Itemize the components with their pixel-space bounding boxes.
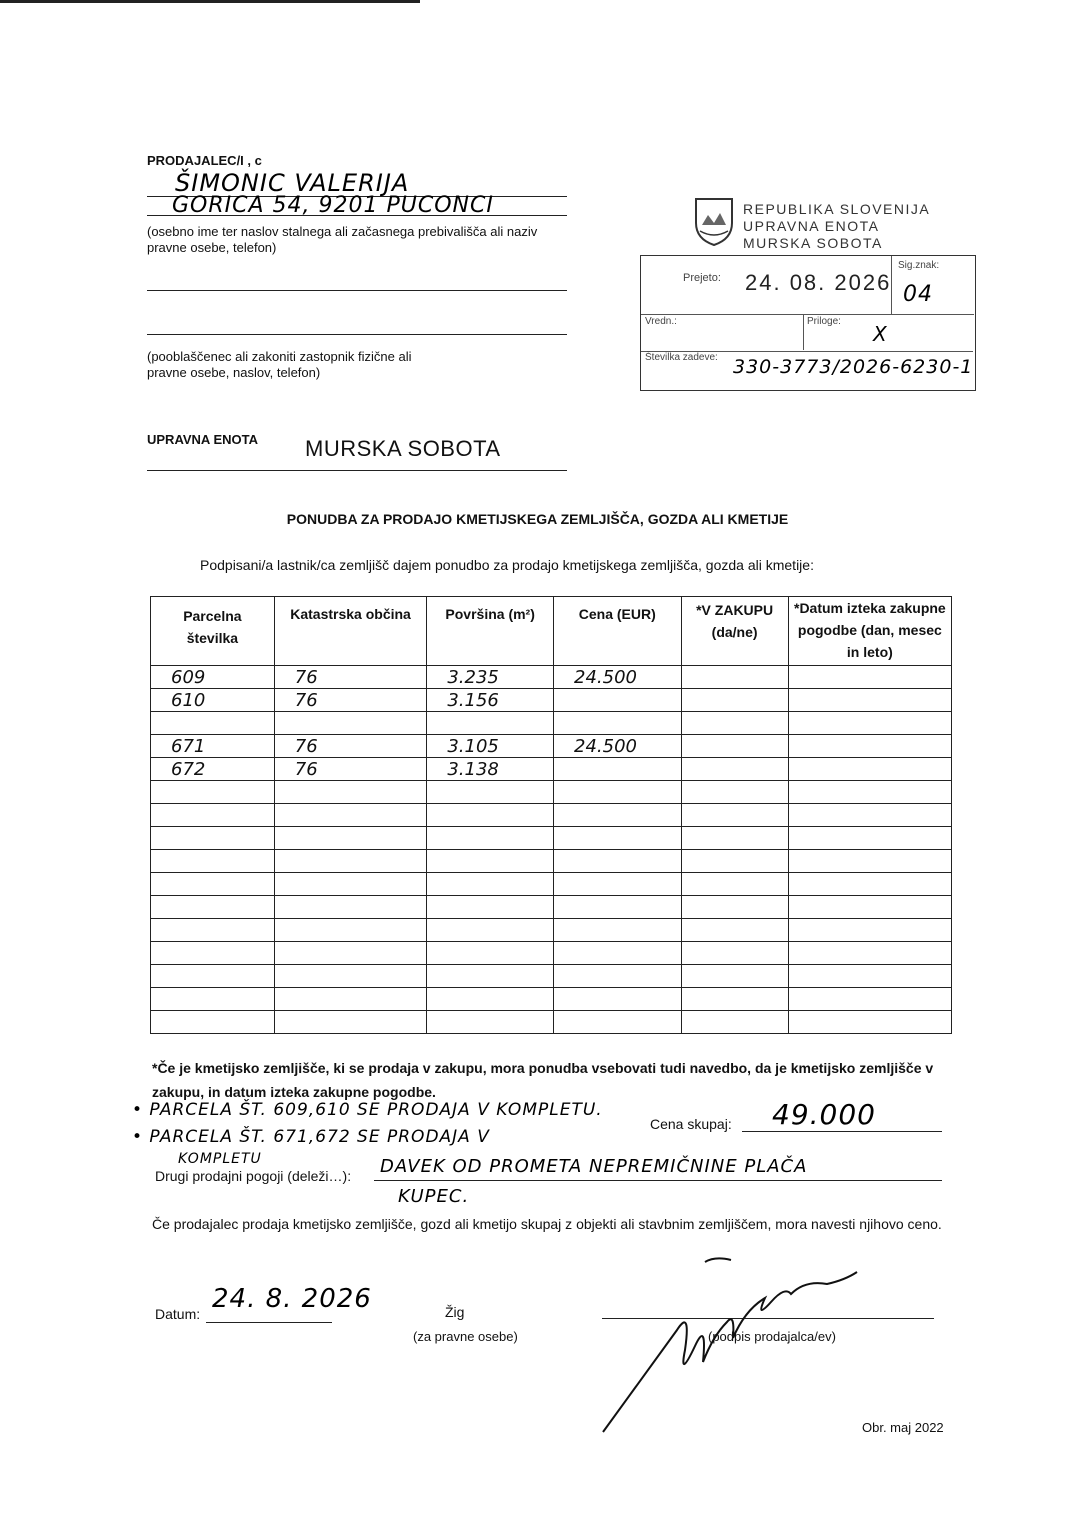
cell-price: 24.500 bbox=[554, 735, 682, 758]
total-value: 49.000 bbox=[772, 1098, 876, 1131]
cell-lease-end bbox=[788, 896, 951, 919]
cell-cadastral: 76 bbox=[274, 735, 427, 758]
header-parcel: Parcelna številka bbox=[151, 597, 275, 666]
cell-lease bbox=[681, 735, 788, 758]
cell-price bbox=[554, 919, 682, 942]
cell-lease-end bbox=[788, 850, 951, 873]
cell-parcel bbox=[151, 1011, 275, 1034]
cell-lease-end bbox=[788, 735, 951, 758]
attach-value: X bbox=[873, 322, 888, 346]
table-row bbox=[151, 942, 952, 965]
seller-name: ŠIMONIC VALERIJA bbox=[175, 169, 410, 197]
sig-value: 04 bbox=[903, 282, 933, 307]
cell-lease bbox=[681, 827, 788, 850]
office-label: UPRAVNA ENOTA bbox=[147, 432, 258, 447]
conditions-value-2: KUPEC. bbox=[398, 1186, 470, 1207]
table-row bbox=[151, 965, 952, 988]
value-label: Vredn.: bbox=[645, 316, 677, 327]
cell-lease bbox=[681, 781, 788, 804]
cell-area: 3.156 bbox=[427, 689, 554, 712]
table-row bbox=[151, 712, 952, 735]
cell-area bbox=[427, 1011, 554, 1034]
cell-lease-end bbox=[788, 804, 951, 827]
cell-area bbox=[427, 804, 554, 827]
cell-lease bbox=[681, 1011, 788, 1034]
cell-cadastral bbox=[274, 965, 427, 988]
cell-parcel bbox=[151, 896, 275, 919]
cell-lease-end bbox=[788, 919, 951, 942]
conditions-value-1: DAVEK OD PROMETA NEPREMIČNINE PLAČA bbox=[380, 1156, 808, 1177]
stamp-line-1: REPUBLIKA SLOVENIJA bbox=[743, 201, 931, 217]
table-row bbox=[151, 735, 952, 758]
cell-cadastral bbox=[274, 988, 427, 1011]
table-row bbox=[151, 896, 952, 919]
representative-hint: (pooblaščenec ali zakoniti zastopnik fizične ali pravne osebe, naslov, telefon) bbox=[147, 349, 412, 380]
cell-price bbox=[554, 1011, 682, 1034]
cell-lease-end bbox=[788, 1011, 951, 1034]
received-date: 24. 08. 2026 bbox=[745, 270, 892, 295]
header-lease-end: *Datum izteka zakupne pogodbe (dan, mesec in leto) bbox=[788, 597, 951, 666]
cell-lease-end bbox=[788, 827, 951, 850]
table-row bbox=[151, 988, 952, 1011]
date-value: 24. 8. 2026 bbox=[212, 1284, 372, 1314]
cell-price bbox=[554, 873, 682, 896]
blank-line-1 bbox=[147, 290, 567, 291]
cell-lease-end bbox=[788, 758, 951, 781]
table-row bbox=[151, 781, 952, 804]
cell-area bbox=[427, 781, 554, 804]
cell-parcel: 609 bbox=[151, 666, 275, 689]
cell-area: 3.138 bbox=[427, 758, 554, 781]
cell-cadastral bbox=[274, 942, 427, 965]
cell-parcel: 610 bbox=[151, 689, 275, 712]
table-row bbox=[151, 1011, 952, 1034]
cell-lease bbox=[681, 988, 788, 1011]
header-cadastral: Katastrska občina bbox=[274, 597, 427, 666]
cell-lease-end bbox=[788, 712, 951, 735]
cell-cadastral bbox=[274, 919, 427, 942]
seller-address: GORICA 54, 9201 PUCONCI bbox=[172, 193, 494, 218]
object-note: Če prodajalec prodaja kmetijsko zemljišče, gozd ali kmetijo skupaj z objekti ali stavbnim zemljiščem, mora navesti njihovo ceno. bbox=[152, 1216, 942, 1232]
cell-parcel bbox=[151, 827, 275, 850]
seller-address-line bbox=[147, 215, 567, 216]
table-row bbox=[151, 804, 952, 827]
table-row bbox=[151, 758, 952, 781]
cell-parcel bbox=[151, 804, 275, 827]
form-title: PONUDBA ZA PRODAJO KMETIJSKEGA ZEMLJIŠČA, GOZDA ALI KMETIJE bbox=[286, 511, 789, 527]
case-label: Številka zadeve: bbox=[645, 352, 718, 363]
received-stamp bbox=[640, 255, 976, 391]
total-label: Cena skupaj: bbox=[650, 1116, 732, 1132]
cell-parcel bbox=[151, 781, 275, 804]
office-value: MURSKA SOBOTA bbox=[305, 436, 501, 461]
cell-cadastral bbox=[274, 873, 427, 896]
cell-parcel bbox=[151, 850, 275, 873]
conditions-label: Drugi prodajni pogoji (deleži…): bbox=[155, 1168, 352, 1184]
seal-hint: (za pravne osebe) bbox=[413, 1329, 518, 1344]
cell-area bbox=[427, 712, 554, 735]
note-line-3: KOMPLETU bbox=[178, 1151, 262, 1167]
header-price: Cena (EUR) bbox=[554, 597, 682, 666]
parcel-table bbox=[150, 596, 952, 1034]
cell-parcel bbox=[151, 919, 275, 942]
cell-parcel bbox=[151, 873, 275, 896]
cell-area bbox=[427, 850, 554, 873]
cell-cadastral bbox=[274, 804, 427, 827]
form-version: Obr. maj 2022 bbox=[862, 1420, 944, 1435]
stamp-header bbox=[743, 201, 930, 252]
cell-price bbox=[554, 988, 682, 1011]
cell-lease-end bbox=[788, 666, 951, 689]
date-line bbox=[206, 1322, 332, 1323]
cell-lease bbox=[681, 850, 788, 873]
cell-lease-end bbox=[788, 988, 951, 1011]
cell-cadastral: 76 bbox=[274, 689, 427, 712]
cell-lease-end bbox=[788, 942, 951, 965]
cell-parcel bbox=[151, 988, 275, 1011]
cell-price: 24.500 bbox=[554, 666, 682, 689]
table-row bbox=[151, 689, 952, 712]
cell-area: 3.105 bbox=[427, 735, 554, 758]
table-row bbox=[151, 873, 952, 896]
office-line bbox=[147, 470, 567, 471]
cell-cadastral bbox=[274, 712, 427, 735]
cell-price bbox=[554, 965, 682, 988]
cell-lease bbox=[681, 666, 788, 689]
table-row bbox=[151, 850, 952, 873]
date-label: Datum: bbox=[155, 1306, 201, 1322]
cell-price bbox=[554, 712, 682, 735]
cell-lease bbox=[681, 873, 788, 896]
signature-label: (podpis prodajalca/ev) bbox=[708, 1329, 836, 1344]
cell-area bbox=[427, 965, 554, 988]
cell-cadastral bbox=[274, 781, 427, 804]
cell-parcel bbox=[151, 942, 275, 965]
conditions-line bbox=[374, 1180, 942, 1181]
cell-parcel bbox=[151, 712, 275, 735]
cell-area bbox=[427, 942, 554, 965]
cell-parcel: 671 bbox=[151, 735, 275, 758]
cell-price bbox=[554, 804, 682, 827]
stamp-line-3: MURSKA SOBOTA bbox=[743, 235, 883, 251]
seller-label: PRODAJALEC/I , c bbox=[147, 153, 262, 168]
cell-lease bbox=[681, 758, 788, 781]
cell-area bbox=[427, 873, 554, 896]
cell-cadastral bbox=[274, 850, 427, 873]
cell-lease bbox=[681, 689, 788, 712]
table-row bbox=[151, 827, 952, 850]
note-line-2: • PARCELA ŠT. 671,672 SE PRODAJA V bbox=[132, 1127, 490, 1147]
cell-lease-end bbox=[788, 873, 951, 896]
cell-lease bbox=[681, 942, 788, 965]
cell-cadastral bbox=[274, 827, 427, 850]
attach-label: Priloge: bbox=[807, 316, 841, 327]
case-number: 330-3773/2026-6230-1 bbox=[733, 356, 974, 378]
lease-footnote: *Če je kmetijsko zemljišče, ki se prodaja v zakupu, mora ponudba vsebovati tudi navedbo, da je kmetijsko zemljišče v zakupu, in datum izteka zakupne pogodbe. bbox=[152, 1060, 934, 1100]
cell-area bbox=[427, 988, 554, 1011]
cell-lease bbox=[681, 712, 788, 735]
cell-area bbox=[427, 896, 554, 919]
cell-area bbox=[427, 919, 554, 942]
cell-price bbox=[554, 896, 682, 919]
cell-lease-end bbox=[788, 689, 951, 712]
cell-lease bbox=[681, 919, 788, 942]
total-line bbox=[742, 1131, 942, 1132]
cell-lease bbox=[681, 896, 788, 919]
blank-line-2 bbox=[147, 334, 567, 335]
cell-lease-end bbox=[788, 965, 951, 988]
cell-cadastral: 76 bbox=[274, 666, 427, 689]
received-label: Prejeto: bbox=[683, 272, 721, 284]
scan-edge-mark bbox=[0, 0, 420, 3]
table-header-row bbox=[151, 597, 952, 666]
cell-cadastral: 76 bbox=[274, 758, 427, 781]
seal-label: Žig bbox=[445, 1304, 465, 1320]
cell-parcel: 672 bbox=[151, 758, 275, 781]
cell-area: 3.235 bbox=[427, 666, 554, 689]
sig-label: Sig.znak: bbox=[898, 260, 940, 271]
cell-area bbox=[427, 827, 554, 850]
stamp-line-2: UPRAVNA ENOTA bbox=[743, 218, 880, 234]
coat-of-arms-icon bbox=[692, 195, 736, 247]
cell-price bbox=[554, 850, 682, 873]
cell-price bbox=[554, 758, 682, 781]
cell-cadastral bbox=[274, 896, 427, 919]
header-lease: *V ZAKUPU (da/ne) bbox=[681, 597, 788, 666]
header-area: Površina (m²) bbox=[427, 597, 554, 666]
cell-lease bbox=[681, 804, 788, 827]
cell-cadastral bbox=[274, 1011, 427, 1034]
cell-parcel bbox=[151, 965, 275, 988]
signature-mark bbox=[595, 1250, 865, 1440]
table-row bbox=[151, 919, 952, 942]
cell-price bbox=[554, 827, 682, 850]
cell-price bbox=[554, 942, 682, 965]
table-body bbox=[151, 666, 952, 1034]
intro-text: Podpisani/a lastnik/ca zemljišč dajem ponudbo za prodajo kmetijskega zemljišča, gozda ali kmetije: bbox=[200, 557, 814, 573]
cell-lease bbox=[681, 965, 788, 988]
table-row bbox=[151, 666, 952, 689]
cell-price bbox=[554, 689, 682, 712]
cell-lease-end bbox=[788, 781, 951, 804]
value-divider bbox=[803, 314, 804, 350]
note-line-1: • PARCELA ŠT. 609,610 SE PRODAJA V KOMPLETU. bbox=[132, 1100, 603, 1120]
seller-hint: (osebno ime ter naslov stalnega ali začasnega prebivališča ali naziv pravne osebe, telefon) bbox=[147, 224, 538, 255]
cell-price bbox=[554, 781, 682, 804]
